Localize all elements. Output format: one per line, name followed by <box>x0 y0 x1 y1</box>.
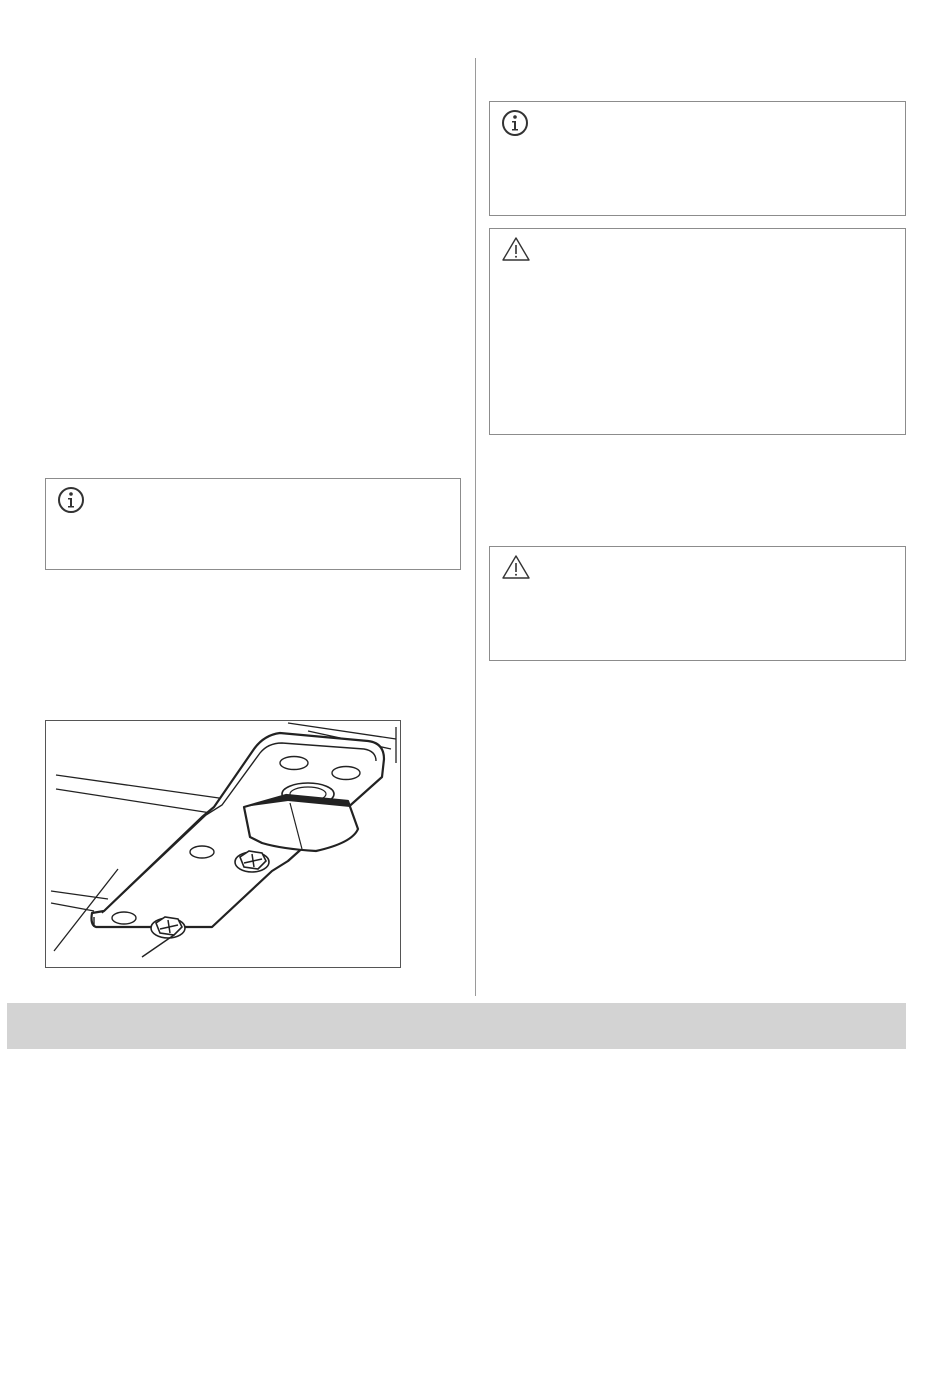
info-note-box <box>45 478 461 570</box>
hinge-figure <box>45 720 401 968</box>
warning-note-box <box>489 546 906 661</box>
hinge-drawing <box>46 721 400 967</box>
info-icon <box>56 485 90 515</box>
info-note-box <box>489 101 906 216</box>
section-heading-band <box>7 1003 906 1049</box>
warning-note-box <box>489 228 906 435</box>
warning-icon <box>500 553 534 583</box>
screw-upper <box>235 851 269 872</box>
info-icon <box>500 108 534 138</box>
screw-lower <box>151 917 185 938</box>
warning-icon <box>500 235 534 265</box>
column-divider <box>475 58 476 996</box>
